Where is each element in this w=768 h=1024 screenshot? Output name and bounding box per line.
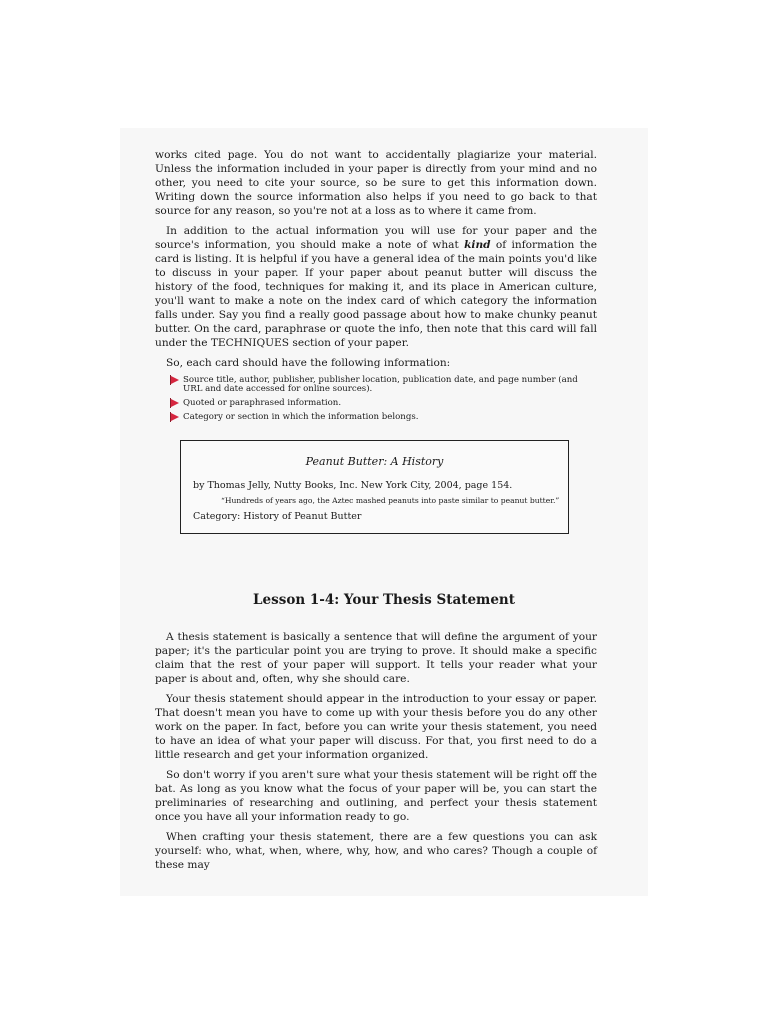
red-triangle-flag-icon xyxy=(171,413,179,421)
card-citation: by Thomas Jelly, Nutty Books, Inc. New York City, 2004, page 154. xyxy=(193,480,513,491)
page-body-top xyxy=(155,148,597,427)
paragraph-index-card-info xyxy=(155,224,597,350)
card-category: Category: History of Peanut Butter xyxy=(193,511,362,522)
list-item xyxy=(173,399,597,408)
paragraph-card-info-intro: So, each card should have the following information: xyxy=(166,357,451,369)
list-item xyxy=(173,376,597,394)
paragraph-works-cited: works cited page. You do not want to accidentally plagiarize your material. Unless the information included in your paper is directly from your mind and no other, you need to cite your source, so be sure to get this information down. Writing down the source information also helps if you need to go back to that source for any reason, so you're not at a loss as to where it came from. xyxy=(155,149,597,217)
lesson-paragraph: So don't worry if you aren't sure what your thesis statement will be right off the bat. As long as you know what the focus of your paper will be, you can start the preliminaries of researching and outlining, and perfect your thesis statement once you have all your information ready to go. xyxy=(155,769,597,823)
red-triangle-flag-icon xyxy=(171,399,179,407)
lesson-paragraph: A thesis statement is basically a sentence that will define the argument of your paper; it's the particular point you are trying to prove. It should make a specific claim that the rest of your paper will support. It tells your reader what your paper is about and, often, why she should care. xyxy=(155,631,597,685)
example-index-card xyxy=(180,440,569,534)
page-body-lesson xyxy=(155,630,597,878)
paragraph-text: of information the card is listing. It is helpful if you have a general idea of the main points you'd like to discuss in your paper. If your paper about peanut butter will discuss the history of the food, techniques for making it, and its place in American culture, you'll want to make a note on the index card of which category the information falls under. Say you find a really good passage about how to make chunky peanut butter. On the card, paraphrase or quote the info, then note that this card will fall under the TECHNIQUES section of your paper. xyxy=(155,239,597,349)
emphasis-kind: kind xyxy=(464,239,491,251)
lesson-paragraph: Your thesis statement should appear in the introduction to your essay or paper. That doesn't mean you have to come up with your thesis before you do any other work on the paper. In fact, before you can write your thesis statement, you need to have an idea of what your paper will discuss. For that, you first need to do a little research and get your information organized. xyxy=(155,693,597,761)
lesson-paragraph: When crafting your thesis statement, there are a few questions you can ask yourself: who, what, when, where, why, how, and who cares? Though a couple of these may xyxy=(155,831,597,871)
lesson-heading: Lesson 1-4: Your Thesis Statement xyxy=(253,592,515,608)
list-item-text: Category or section in which the information belongs. xyxy=(183,412,419,422)
list-item xyxy=(173,413,597,422)
card-quote: “Hundreds of years ago, the Aztec mashed peanuts into paste similar to peanut butter.” xyxy=(221,496,560,505)
list-item-text: Source title, author, publisher, publisher location, publication date, and page number (and URL and date accessed for online sources). xyxy=(183,375,578,394)
card-title: Peanut Butter: A History xyxy=(305,455,444,468)
red-triangle-flag-icon xyxy=(171,376,179,384)
paragraph-text: In addition to the actual information you will use for your paper and the source's information, you should make a note of what xyxy=(155,225,597,251)
card-info-list xyxy=(173,376,597,422)
list-item-text: Quoted or paraphrased information. xyxy=(183,398,342,408)
